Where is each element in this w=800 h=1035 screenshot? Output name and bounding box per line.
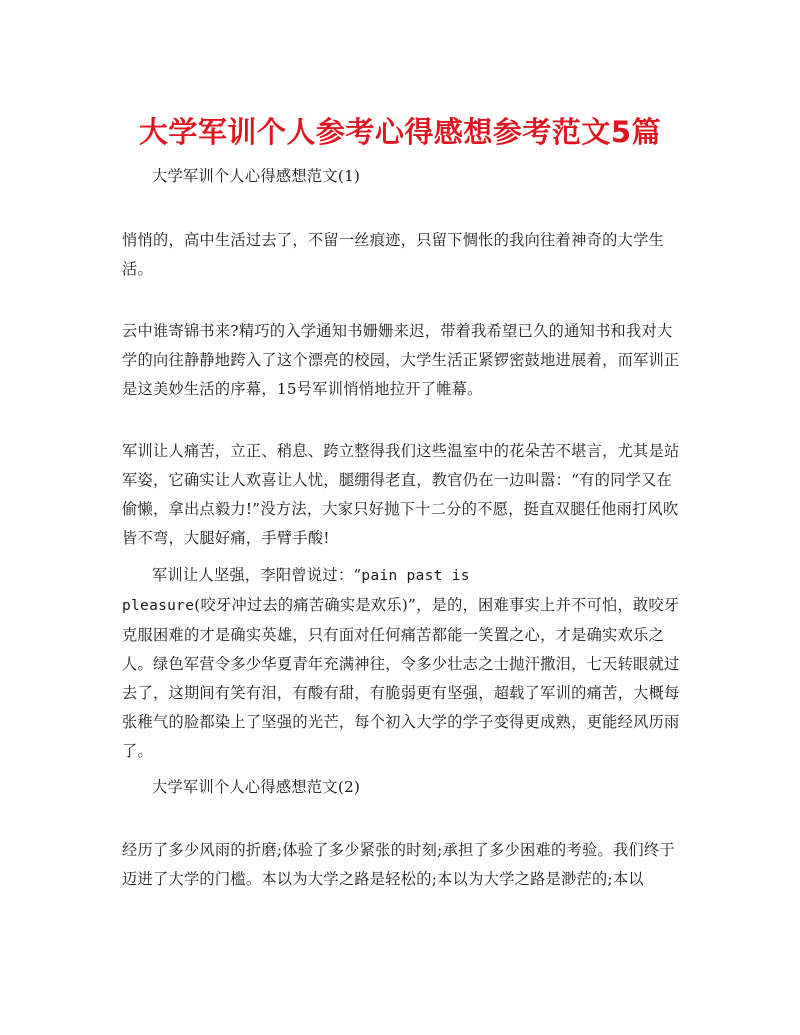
- paragraph-1: 悄悄的，高中生活过去了，不留一丝痕迹，只留下惆怅的我向往着神奇的大学生活。: [122, 231, 665, 278]
- quote-latin-2: pleasure: [122, 598, 195, 614]
- quote-rest: (咬牙冲过去的痛苦确实是欢乐)”，是的，困难事实上并不可怕，敢咬牙克服困难的才是确实英雄，只有面对任何痛苦都能一笑置之心，才是确实欢乐之人。绿色军营令多少华夏青年充满神往，令多少壮志之士抛汗撒泪，七天转眼就过去了，这期间有笑有泪，有酸有甜，有脆弱更有坚强，超载了军训的痛苦，大概每张稚气的脸都染上了坚强的光芒，每个初入大学的学子变得更成熟，更能经风历雨了。: [122, 596, 680, 760]
- document-title: 大学军训个人参考心得感想参考范文5篇: [138, 115, 662, 149]
- quote-latin-1: pain past is: [361, 568, 470, 584]
- paragraph-5: 经历了多少风雨的折磨;体验了多少紧张的时刻;承担了多少困难的考验。我们终于迈进了大学的门槛。本以为大学之路是轻松的;本以为大学之路是渺茫的;本以: [122, 841, 675, 888]
- paragraph-2: 云中谁寄锦书来?精巧的入学通知书姗姗来迟，带着我希望已久的通知书和我对大学的向往静静地跨入了这个漂亮的校园，大学生活正紧锣密鼓地进展着，而军训正是这美妙生活的序幕，15号军训悄悄地拉开了帷幕。: [122, 322, 680, 398]
- paragraph-4: [122, 561, 682, 766]
- section-heading-1: 大学军训个人心得感想范文(1): [152, 167, 361, 185]
- paragraph-3: 军训让人痛苦，立正、稍息、跨立整得我们这些温室中的花朵苦不堪言，尤其是站军姿，它确实让人欢喜让人忧，腿绷得老直，教官仍在一边叫嚣：“有的同学又在偷懒，拿出点毅力!”没方法，大家只好抛下十二分的不愿，挺直双腿任他雨打风吹皆不弯，大腿好痛，手臂手酸!: [122, 442, 680, 547]
- quote-lead: 军训让人坚强，李阳曾说过：“: [152, 566, 362, 584]
- section-heading-2: 大学军训个人心得感想范文(2): [152, 778, 361, 796]
